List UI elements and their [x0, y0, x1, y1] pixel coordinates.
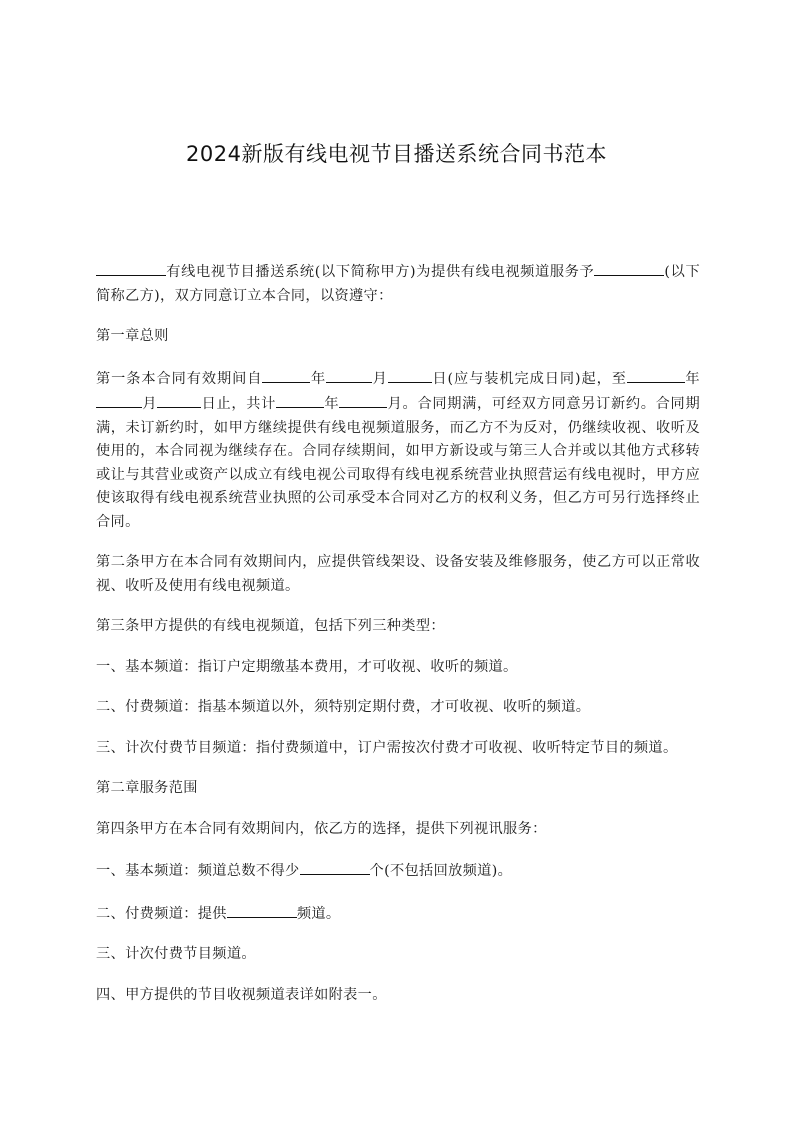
blank-start-month: [326, 366, 372, 383]
blank-start-day: [388, 366, 432, 383]
article-4-item-2-tail: 频道。: [296, 905, 341, 922]
article-4-item-4: 四、甲方提供的节目收视频道表详如附表一。: [96, 986, 387, 1003]
blank-total-months: [339, 391, 387, 408]
article-4-item-1-tail: 个(不包括回放频道)。: [369, 863, 513, 879]
chapter-heading-2: 第二章服务范围: [96, 780, 198, 796]
article-3-item-2: 二、付费频道：指基本频道以外，须特别定期付费，才可收视、收听的频道。: [96, 699, 591, 715]
article-4: 第四条甲方在本合同有效期间内，依乙方的选择，提供下列视讯服务：: [96, 820, 547, 837]
blank-party-b: [594, 259, 656, 276]
label-year: 年: [310, 370, 327, 387]
label-end-day: 日止，共计: [201, 396, 277, 412]
label-end-year: 年: [684, 370, 700, 387]
blank-paid-channels: [227, 901, 297, 918]
intro-text-2: (以下简称乙方)，双方同意订立本合同，以资遵守：: [96, 264, 701, 304]
article-1-rest: 月。合同期满，可经双方同意另订新约。合同期满，未订新约时，如甲方继续提供有线电视频道服务，而乙方不为反对，仍继续收视、收听及使用的，本合同视为继续存在。合同存续期间，如甲方新设或与第三人合并或以其他方式移转或让与其营业或资产以成立有线电视公司取得有线电视系统营业执照营运有线电视时，甲方应使该取得有线电视系统营业执照的公司承受本合同对乙方的权利义务，但乙方可另行选择终止合同。: [96, 396, 700, 530]
article-4-item-3: 三、计次付费节目频道。: [96, 946, 256, 962]
label-end-month: 月: [142, 396, 158, 412]
blank-end-year: [627, 366, 685, 383]
blank-end-day: [157, 391, 201, 408]
blank-channel-count: [300, 858, 370, 875]
blank-start-year: [262, 366, 310, 383]
intro-text-1: 有线电视节目播送系统(以下简称甲方)为提供有线电视频道服务予: [166, 264, 595, 280]
blank-end-month: [96, 391, 142, 408]
blank-total-years: [276, 391, 324, 408]
article-4-item-2-text: 二、付费频道：提供: [96, 905, 227, 922]
article-1: [96, 366, 700, 535]
article-1-text: 第一条本合同有效期间自: [96, 370, 263, 387]
label-total-years: 年: [324, 396, 340, 412]
intro-paragraph: [96, 259, 700, 308]
article-2: 第二条甲方在本合同有效期间内，应提供管线架设、设备安装及维修服务，使乙方可以正常收视、收听及使用有线电视频道。: [96, 554, 700, 594]
article-4-item-1-text: 一、基本频道：频道总数不得少: [96, 863, 300, 879]
label-month: 月: [372, 370, 388, 387]
document-body: [96, 259, 700, 1024]
article-4-item-2: [96, 901, 700, 927]
article-3-item-3: 三、计次付费节目频道：指付费频道中，订户需按次付费才可收视、收听特定节目的频道。: [96, 739, 678, 756]
article-3-item-1: 一、基本频道：指订户定期缴基本费用，才可收视、收听的频道。: [96, 658, 518, 675]
label-start-day: 日(应与装机完成日同)起，至: [431, 370, 627, 387]
document-title: 2024新版有线电视节目播送系统合同书范本: [186, 142, 607, 166]
article-4-item-1: [96, 858, 700, 884]
article-3: 第三条甲方提供的有线电视频道，包括下列三种类型：: [96, 618, 445, 634]
chapter-heading-1: 第一章总则: [96, 328, 169, 344]
blank-party-a: [96, 259, 166, 276]
